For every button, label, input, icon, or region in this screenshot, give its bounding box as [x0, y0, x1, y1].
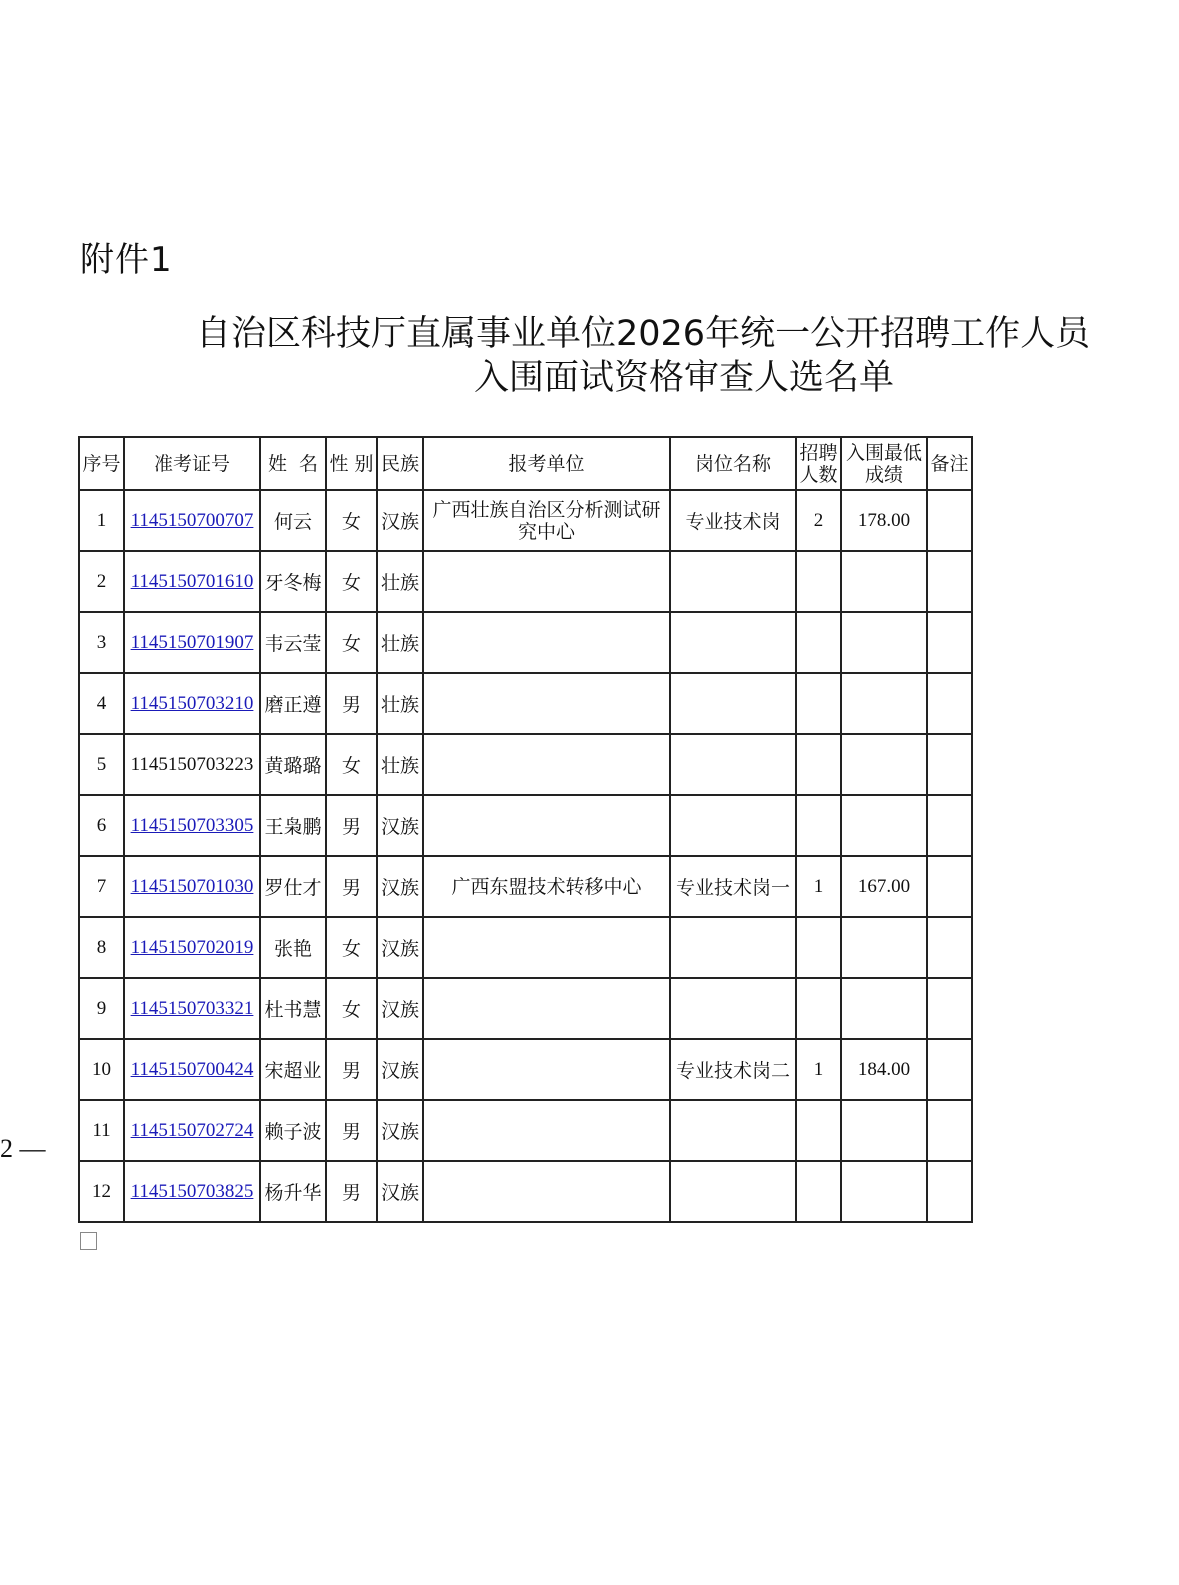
candidate-table [78, 436, 973, 1223]
cell-remarks [927, 490, 972, 551]
exam-no-link[interactable]: 1145150703825 [130, 1181, 254, 1202]
header-ethnicity: 民族 [377, 437, 423, 490]
header-remarks: 备注 [927, 437, 972, 490]
title-line-1: 自治区科技厅直属事业单位2026年统一公开招聘工作人员 [196, 314, 1091, 354]
attachment-label: 附件1 [80, 240, 173, 280]
cell-min-score: 184.00 [841, 1039, 927, 1100]
cell-unit: 广西东盟技术转移中心 [423, 856, 670, 917]
exam-no-link[interactable]: 1145150701907 [130, 632, 254, 653]
table-row [79, 673, 972, 734]
table-row [79, 1039, 972, 1100]
cell-quota [796, 978, 841, 1039]
cell-min-score [841, 917, 927, 978]
cell-seq: 10 [79, 1039, 124, 1100]
header-name: 姓 名 [260, 437, 326, 490]
cell-gender: 女 [326, 734, 377, 795]
cell-name: 罗仕才 [260, 856, 326, 917]
cell-ethnicity: 汉族 [377, 856, 423, 917]
cell-gender: 男 [326, 1039, 377, 1100]
cell-remarks [927, 1100, 972, 1161]
table-row [79, 1100, 972, 1161]
cell-seq: 11 [79, 1100, 124, 1161]
cell-remarks [927, 734, 972, 795]
cell-position [670, 673, 796, 734]
cell-position [670, 612, 796, 673]
cell-ethnicity: 壮族 [377, 551, 423, 612]
exam-no-link[interactable]: 1145150701030 [130, 876, 254, 897]
header-seq: 序号 [79, 437, 124, 490]
cell-ethnicity: 汉族 [377, 490, 423, 551]
cell-exam-no [124, 795, 260, 856]
header-position: 岗位名称 [670, 437, 796, 490]
title-line-2: 入围面试资格审查人选名单 [473, 358, 894, 398]
cell-min-score [841, 734, 927, 795]
exam-no-link[interactable]: 1145150700424 [130, 1059, 254, 1080]
cell-position [670, 917, 796, 978]
page-number: 2 — [0, 1134, 46, 1163]
cell-gender: 女 [326, 490, 377, 551]
cell-exam-no [124, 612, 260, 673]
exam-no-link[interactable]: 1145150701610 [130, 571, 254, 592]
table-row [79, 612, 972, 673]
cell-gender: 女 [326, 917, 377, 978]
cell-exam-no [124, 856, 260, 917]
header-unit: 报考单位 [423, 437, 670, 490]
cell-unit [423, 795, 670, 856]
cell-seq: 1 [79, 490, 124, 551]
cell-quota [796, 1100, 841, 1161]
cell-exam-no [124, 673, 260, 734]
cell-remarks [927, 612, 972, 673]
cell-exam-no [124, 1039, 260, 1100]
cell-quota: 2 [796, 490, 841, 551]
cell-position [670, 1100, 796, 1161]
cell-ethnicity: 汉族 [377, 978, 423, 1039]
cell-position: 专业技术岗 [670, 490, 796, 551]
cell-seq: 8 [79, 917, 124, 978]
cell-ethnicity: 壮族 [377, 673, 423, 734]
cell-seq: 5 [79, 734, 124, 795]
cell-remarks [927, 1039, 972, 1100]
checkbox-square-icon [80, 1232, 97, 1250]
cell-name: 赖子波 [260, 1100, 326, 1161]
cell-name: 宋超业 [260, 1039, 326, 1100]
table-row [79, 490, 972, 551]
cell-position [670, 734, 796, 795]
cell-remarks [927, 673, 972, 734]
cell-seq: 4 [79, 673, 124, 734]
cell-seq: 9 [79, 978, 124, 1039]
cell-name: 何云 [260, 490, 326, 551]
cell-quota [796, 1161, 841, 1222]
cell-name: 韦云莹 [260, 612, 326, 673]
exam-no-link[interactable]: 1145150702019 [130, 937, 254, 958]
table-row [79, 795, 972, 856]
cell-remarks [927, 795, 972, 856]
cell-quota: 1 [796, 856, 841, 917]
exam-no-link[interactable]: 1145150702724 [130, 1120, 254, 1141]
cell-name: 磨正遵 [260, 673, 326, 734]
cell-remarks [927, 1161, 972, 1222]
cell-remarks [927, 917, 972, 978]
cell-ethnicity: 汉族 [377, 917, 423, 978]
cell-min-score [841, 795, 927, 856]
cell-remarks [927, 856, 972, 917]
cell-ethnicity: 汉族 [377, 1039, 423, 1100]
cell-min-score [841, 1100, 927, 1161]
cell-position [670, 795, 796, 856]
cell-quota [796, 795, 841, 856]
table-row [79, 917, 972, 978]
exam-no-link[interactable]: 1145150703321 [130, 998, 254, 1019]
cell-quota: 1 [796, 1039, 841, 1100]
cell-unit [423, 1161, 670, 1222]
cell-min-score [841, 612, 927, 673]
table-row [79, 856, 972, 917]
cell-gender: 男 [326, 1100, 377, 1161]
exam-no-link[interactable]: 1145150703210 [130, 693, 254, 714]
cell-min-score [841, 978, 927, 1039]
cell-unit [423, 551, 670, 612]
cell-quota [796, 551, 841, 612]
cell-name: 牙冬梅 [260, 551, 326, 612]
cell-unit [423, 734, 670, 795]
exam-no-link[interactable]: 1145150700707 [130, 510, 254, 531]
cell-exam-no [124, 734, 260, 795]
table-row [79, 978, 972, 1039]
cell-remarks [927, 978, 972, 1039]
cell-ethnicity: 汉族 [377, 795, 423, 856]
cell-ethnicity: 汉族 [377, 1100, 423, 1161]
cell-position [670, 551, 796, 612]
cell-seq: 6 [79, 795, 124, 856]
cell-seq: 12 [79, 1161, 124, 1222]
cell-gender: 男 [326, 856, 377, 917]
cell-exam-no [124, 978, 260, 1039]
cell-gender: 男 [326, 795, 377, 856]
cell-gender: 女 [326, 978, 377, 1039]
cell-exam-no [124, 1161, 260, 1222]
cell-position [670, 978, 796, 1039]
cell-remarks [927, 551, 972, 612]
cell-quota [796, 612, 841, 673]
cell-seq: 2 [79, 551, 124, 612]
cell-name: 张艳 [260, 917, 326, 978]
table-row [79, 734, 972, 795]
cell-name: 杜书慧 [260, 978, 326, 1039]
cell-unit [423, 1039, 670, 1100]
cell-unit [423, 978, 670, 1039]
cell-exam-no [124, 1100, 260, 1161]
cell-quota [796, 734, 841, 795]
cell-gender: 男 [326, 1161, 377, 1222]
cell-min-score [841, 673, 927, 734]
cell-unit [423, 917, 670, 978]
cell-min-score [841, 1161, 927, 1222]
cell-position: 专业技术岗二 [670, 1039, 796, 1100]
cell-exam-no [124, 551, 260, 612]
cell-unit: 广西壮族自治区分析测试研究中心 [423, 490, 670, 551]
cell-ethnicity: 壮族 [377, 734, 423, 795]
header-exam-no: 准考证号 [124, 437, 260, 490]
table-header-row [79, 437, 972, 490]
cell-position [670, 1161, 796, 1222]
cell-name: 杨升华 [260, 1161, 326, 1222]
cell-gender: 男 [326, 673, 377, 734]
cell-quota [796, 673, 841, 734]
cell-position: 专业技术岗一 [670, 856, 796, 917]
cell-seq: 3 [79, 612, 124, 673]
cell-gender: 女 [326, 612, 377, 673]
exam-no-text: 1145150703223 [130, 754, 254, 775]
cell-min-score: 167.00 [841, 856, 927, 917]
cell-unit [423, 612, 670, 673]
cell-quota [796, 917, 841, 978]
cell-ethnicity: 壮族 [377, 612, 423, 673]
cell-min-score: 178.00 [841, 490, 927, 551]
header-min-score: 入围最低成绩 [841, 437, 927, 490]
cell-exam-no [124, 490, 260, 551]
cell-name: 王枭鹏 [260, 795, 326, 856]
cell-min-score [841, 551, 927, 612]
cell-ethnicity: 汉族 [377, 1161, 423, 1222]
cell-name: 黄璐璐 [260, 734, 326, 795]
header-quota: 招聘人数 [796, 437, 841, 490]
cell-unit [423, 1100, 670, 1161]
cell-seq: 7 [79, 856, 124, 917]
document-title [196, 312, 1132, 400]
table-row [79, 1161, 972, 1222]
exam-no-link[interactable]: 1145150703305 [130, 815, 254, 836]
cell-exam-no [124, 917, 260, 978]
table-row [79, 551, 972, 612]
cell-gender: 女 [326, 551, 377, 612]
cell-unit [423, 673, 670, 734]
header-gender: 性 别 [326, 437, 377, 490]
